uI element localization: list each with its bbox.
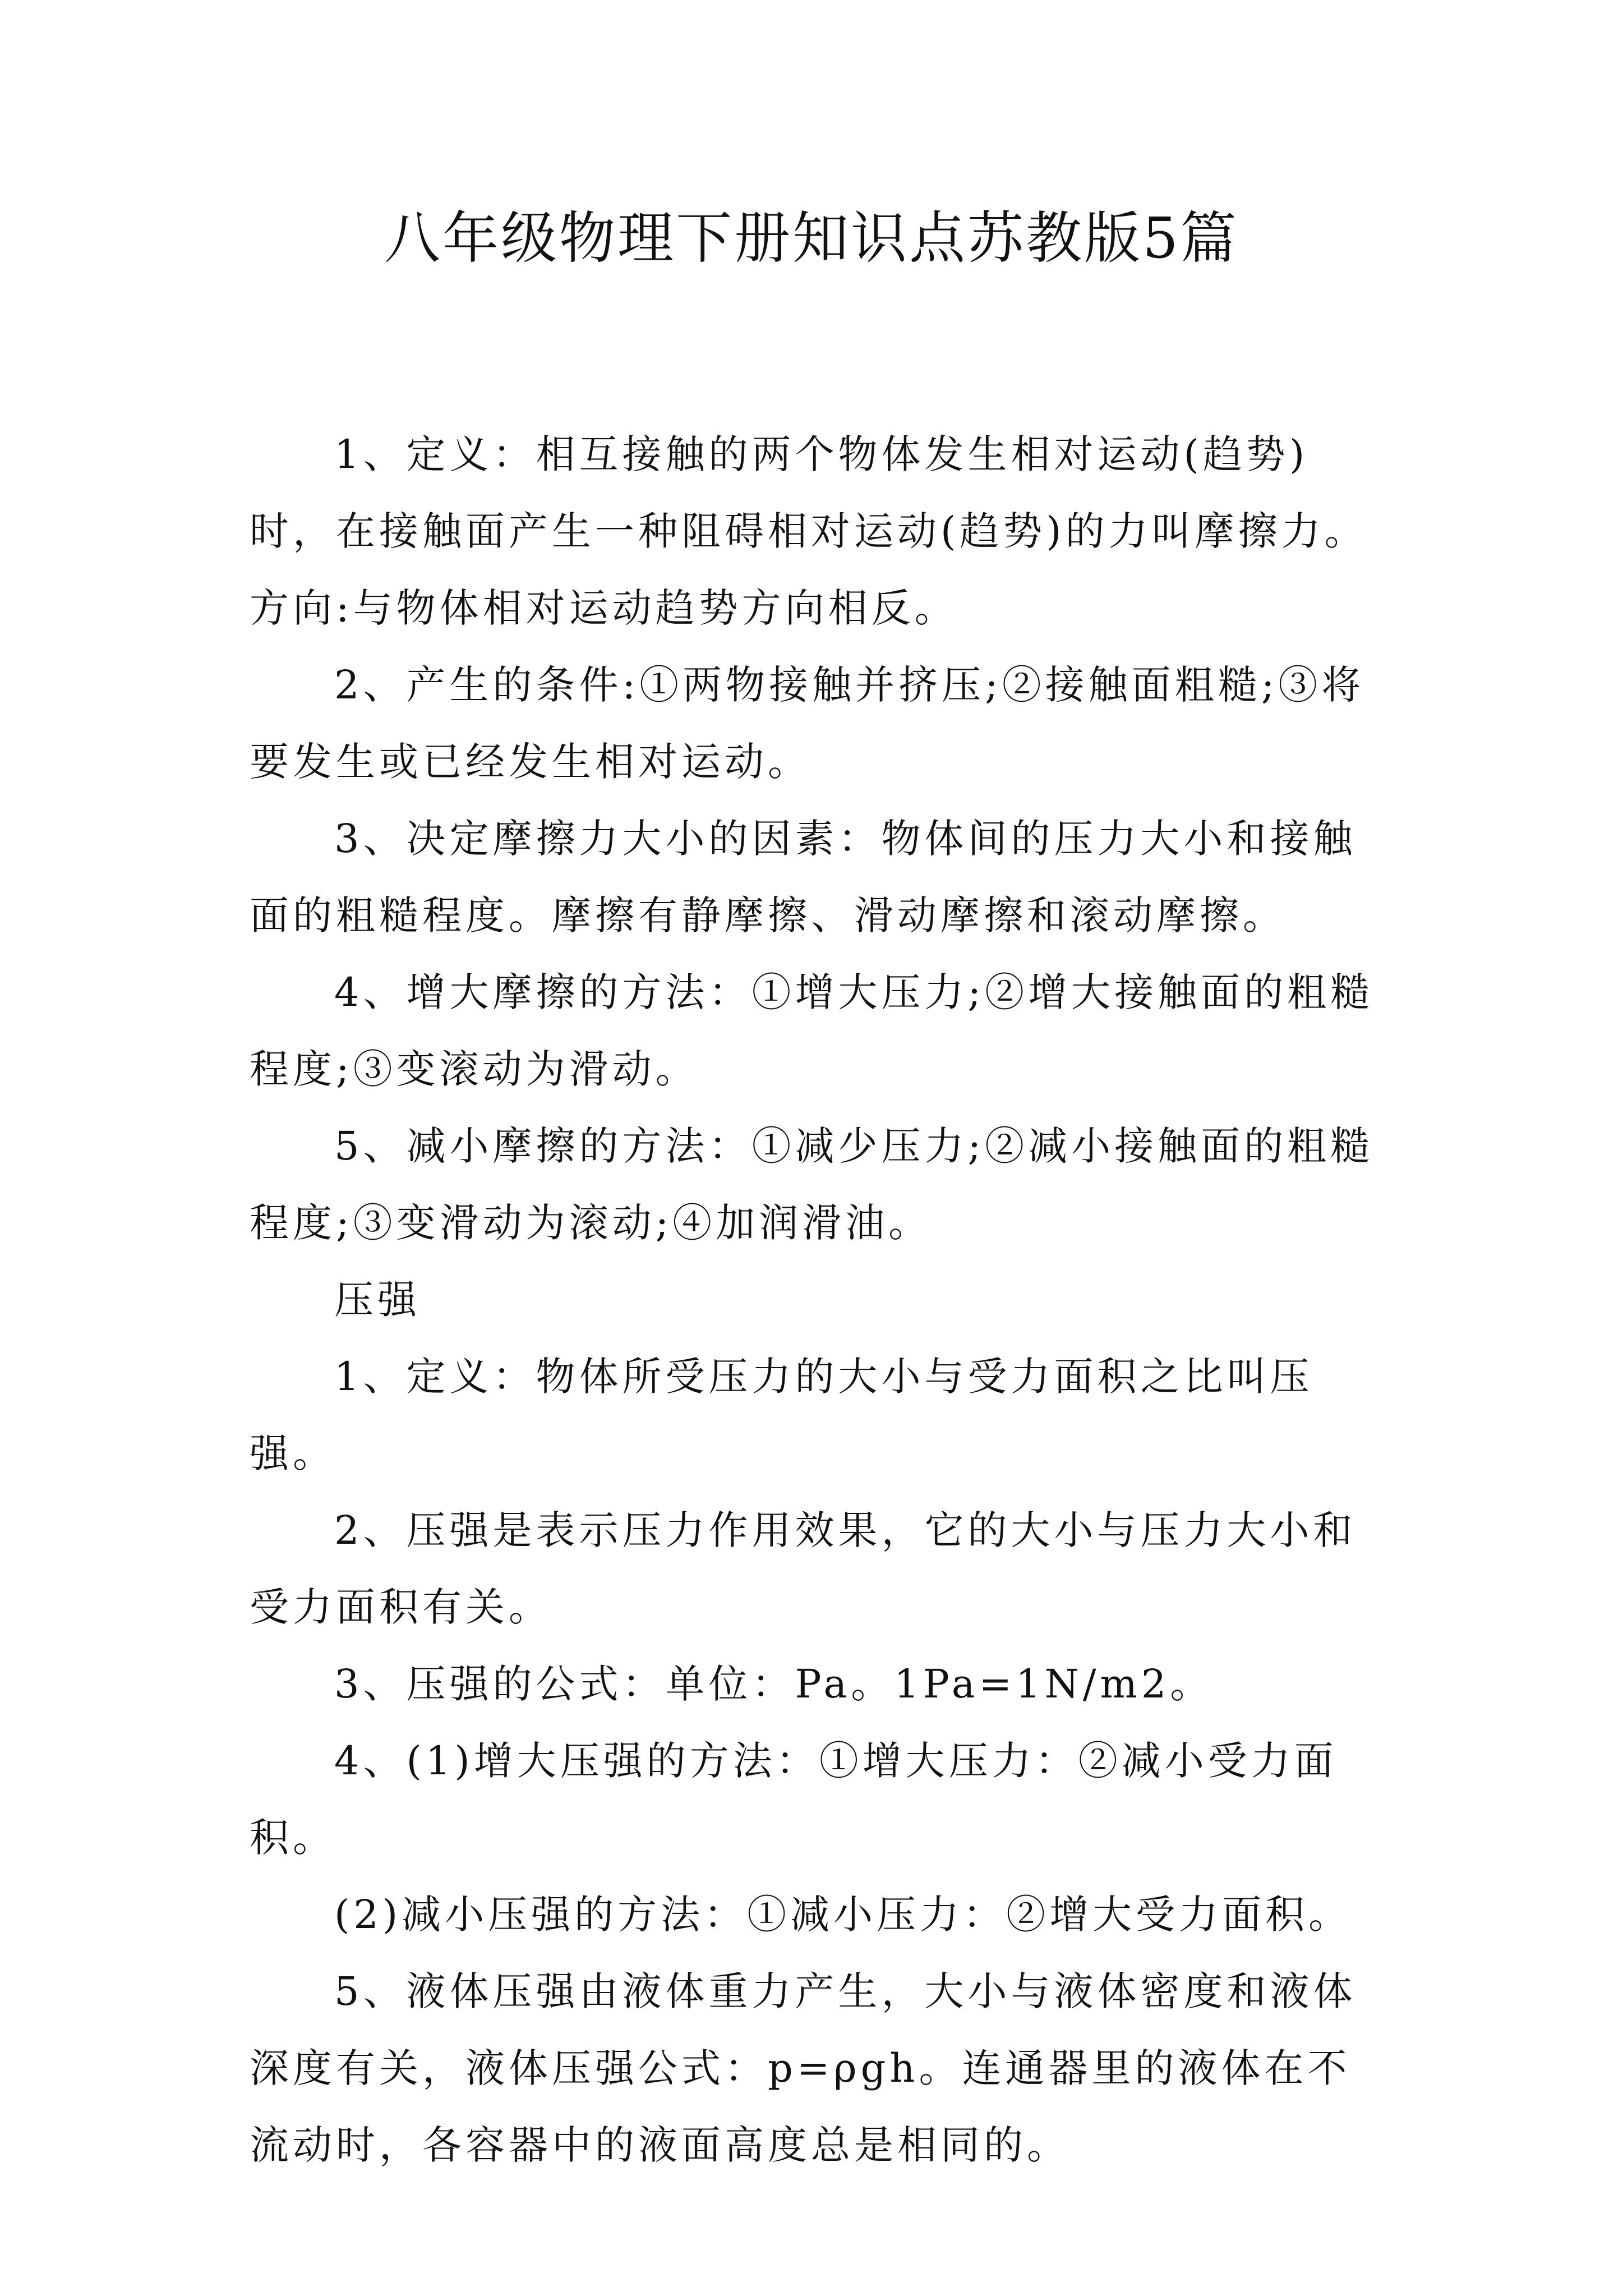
paragraph-reduce-friction: 5、减小摩擦的方法：①减少压力;②减小接触面的粗糙程度;③变滑动为滚动;④加润滑油。 <box>250 1123 1374 1246</box>
paragraph-increase-pressure: 4、(1)增大压强的方法：①增大压力：②减小受力面积。 <box>250 1738 1338 1861</box>
paragraph-increase-friction: 4、增大摩擦的方法：①增大压力;②增大接触面的粗糙程度;③变滚动为滑动。 <box>250 969 1374 1092</box>
document-title: 八年级物理下册知识点苏教版5篇 <box>384 205 1239 271</box>
paragraph-pressure-definition: 1、定义：物体所受压力的大小与受力面积之比叫压强。 <box>250 1354 1313 1476</box>
paragraph-friction-definition: 1、定义：相互接触的两个物体发生相对运动(趋势)时，在接触面产生一种阻碍相对运动(趋势)的力叫摩擦力。方向:与物体相对运动趋势方向相反。 <box>250 431 1368 631</box>
paragraph-friction-conditions: 2、产生的条件:①两物接触并挤压;②接触面粗糙;③将要发生或已经发生相对运动。 <box>250 662 1365 785</box>
paragraph-liquid-pressure: 5、液体压强由液体重力产生，大小与液体密度和液体深度有关，液体压强公式：p=ρgh。连通器里的液体在不流动时，各容器中的液面高度总是相同的。 <box>250 1968 1357 2168</box>
document-body <box>250 416 1388 2184</box>
paragraph-reduce-pressure: (2)减小压强的方法：①减小压力：②增大受力面积。 <box>334 1892 1352 1938</box>
paragraph-pressure-formula: 3、压强的公式：单位：Pa。1Pa=1N/m2。 <box>334 1661 1214 1707</box>
paragraph-pressure-meaning: 2、压强是表示压力作用效果，它的大小与压力大小和受力面积有关。 <box>250 1507 1357 1630</box>
section-heading-pressure: 压强 <box>334 1277 421 1323</box>
paragraph-friction-factors: 3、决定摩擦力大小的因素：物体间的压力大小和接触面的粗糙程度。摩擦有静摩擦、滑动摩擦和滚动摩擦。 <box>250 816 1357 938</box>
